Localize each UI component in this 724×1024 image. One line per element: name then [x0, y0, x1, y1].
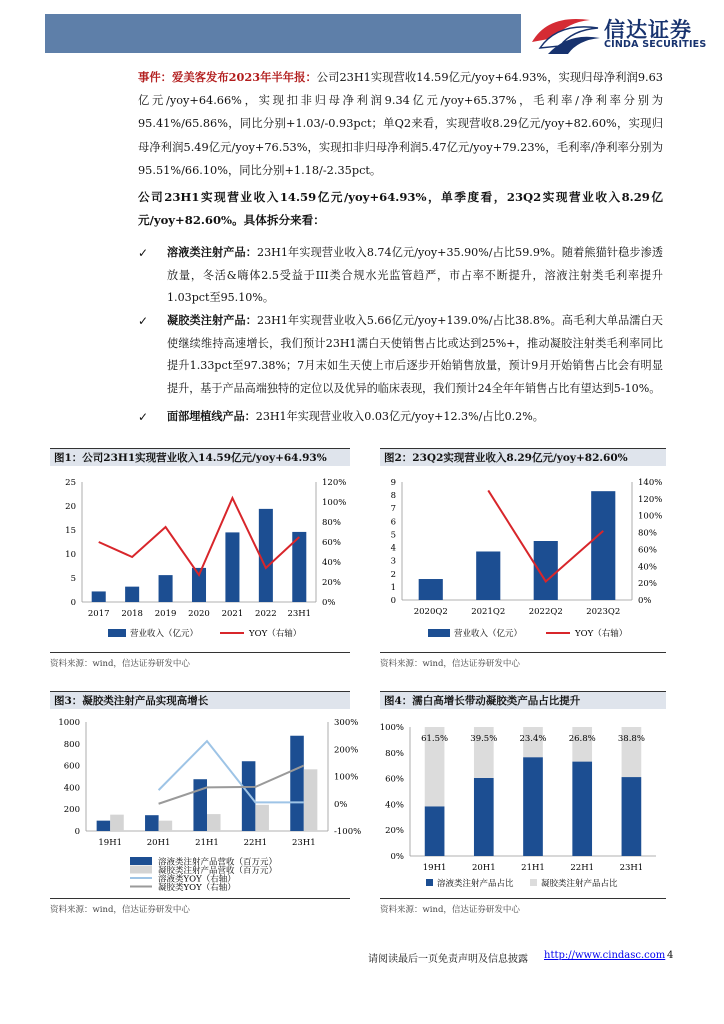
y2-tick-label: 80%	[322, 518, 341, 528]
y2-tick-label: -100%	[334, 827, 362, 837]
bar	[242, 761, 256, 831]
y-tick-label: 0	[70, 598, 76, 608]
y2-tick-label: 20%	[322, 578, 341, 588]
y2-tick-label: 140%	[638, 478, 663, 488]
x-tick-label: 2022Q2	[528, 607, 563, 617]
legend-swatch	[130, 866, 152, 874]
legend-label: 凝胶类注射产品占比	[541, 879, 618, 889]
legend-label: 溶液类注射产品占比	[437, 879, 514, 889]
y-tick-label: 5	[70, 574, 76, 584]
x-tick-label: 2017	[87, 609, 110, 619]
bullet-text: 23H1年实现营业收入8.74亿元/yoy+35.90%/占比59.9%。随着熊猫针稳步渗透放量，冬活&嗨体2.5受益于III类合规水光监管趋严，市占率不断提升，溶液注射类毛利率提升1.03pct至95.10%。	[167, 246, 663, 305]
x-tick-label: 22H1	[570, 863, 595, 873]
y-tick-label: 400	[63, 783, 80, 794]
brand-name-en: CINDA SECURITIES	[604, 39, 707, 50]
x-tick-label: 22H1	[243, 838, 268, 848]
bar	[476, 551, 500, 600]
x-tick-label: 23H1	[287, 609, 312, 619]
bar	[419, 579, 443, 600]
bar	[290, 736, 304, 831]
legend-swatch	[428, 629, 450, 637]
y-tick-label: 1	[390, 582, 396, 593]
y2-tick-label: 120%	[638, 494, 663, 505]
bar	[534, 541, 558, 600]
legend-label: 凝胶类YOY（右轴）	[158, 883, 236, 893]
x-tick-label: 19H1	[98, 838, 123, 848]
y-tick-label: 3	[390, 556, 396, 567]
event-text: 公司23H1实现营收14.59亿元/yoy+64.93%，实现归母净利润9.63亿元/yoy+64.66%，实现扣非归母净利润9.34亿元/yoy+65.37%，毛利率/净利率分别为95.41%/65.86%，同比分别+1.03/-0.93pct；单Q2来看，实现营收8.29亿元/yoy+82.60%，实现归母净利润5.49亿元/yoy+76.53%，实现扣非归母净利润5.47亿元/yoy+79.23%，毛利率/净利率分别为95.51%/66.10%，同比分别+1.18/-2.35pct。	[138, 71, 663, 177]
y2-tick-label: 80%	[638, 528, 657, 539]
footer-disclaimer: 请阅读最后一页免责声明及信息披露	[368, 954, 528, 965]
figure-1-title: 图1：公司23H1实现营业收入14.59亿元/yoy+64.93%	[50, 448, 350, 466]
y2-tick-label: 60%	[638, 545, 657, 556]
data-label: 61.5%	[421, 734, 449, 744]
y-tick-label: 9	[390, 478, 396, 488]
footer-link[interactable]: http://www.cindasc.com	[544, 950, 666, 961]
legend-swatch	[108, 629, 126, 637]
x-tick-label: 2022	[255, 609, 277, 619]
y-tick-label: 0	[74, 827, 80, 837]
x-tick-label: 19H1	[422, 863, 447, 873]
x-tick-label: 2023Q2	[586, 607, 621, 617]
figure-4-chart	[380, 711, 666, 895]
y2-tick-label: 0%	[322, 598, 336, 608]
bar	[523, 757, 543, 856]
legend-label: 凝胶类注射产品营收（百万元）	[158, 866, 278, 876]
legend-label: 营业收入（亿元）	[130, 629, 199, 639]
y-tick-label: 60%	[385, 774, 404, 785]
bullet-item	[138, 406, 663, 429]
bullet-item	[138, 242, 663, 310]
bullet-text: 23H1年实现营业收入5.66亿元/yoy+139.0%/占比38.8%。高毛利大单品濡白天使继续维持高速增长，我们预计23H1濡白天使销售占比或达到25%+，推动凝胶注射类毛利率同比提升1.33pct至97.38%；7月末如生天使上市后逐步开始销售放量，预计9月开始销售占比会有明显提升，基于产品高端独特的定位以及优异的临床表现，我们预计24全年年销售占比有望达到5-10%。	[167, 314, 663, 396]
figure-1-source: 资料来源：wind，信达证券研发中心	[50, 652, 350, 669]
bar	[207, 814, 221, 831]
y-tick-label: 80%	[385, 748, 404, 759]
x-tick-label: 23H1	[619, 863, 644, 873]
brand-name-cn: 信达证券	[604, 18, 692, 42]
check-icon: ✓	[138, 410, 149, 424]
data-label: 38.8%	[617, 734, 645, 744]
y-tick-label: 0%	[390, 852, 404, 862]
legend-label: YOY（右轴）	[249, 629, 302, 639]
figure-4-title: 图4：濡白高增长带动凝胶类产品占比提升	[380, 691, 666, 709]
y2-tick-label: 40%	[638, 562, 657, 573]
y-tick-label: 6	[390, 517, 396, 528]
figure-1-chart	[50, 468, 350, 648]
y-tick-label: 25	[65, 478, 76, 488]
event-paragraph	[138, 66, 663, 182]
legend-label: 溶液类YOY（右轴）	[158, 874, 236, 885]
series-line	[159, 741, 304, 802]
legend-label: YOY（右轴）	[575, 629, 628, 639]
y2-tick-label: 200%	[334, 745, 359, 756]
x-tick-label: 21H1	[195, 838, 219, 848]
y-tick-label: 8	[390, 491, 396, 502]
y2-tick-label: 20%	[638, 579, 657, 590]
data-label: 26.8%	[568, 734, 596, 744]
y-tick-label: 4	[390, 543, 396, 554]
x-tick-label: 2021Q2	[471, 607, 506, 617]
x-tick-label: 2020Q2	[413, 607, 448, 617]
y2-tick-label: 40%	[322, 558, 341, 568]
bar	[92, 591, 106, 602]
legend-label: 溶液类注射产品营收（百万元）	[158, 857, 278, 868]
bullet-text: 23H1年实现营业收入0.03亿元/yoy+12.3%/占比0.2%。	[255, 410, 544, 423]
figure-2-title: 图2：23Q2实现营业收入8.29亿元/yoy+82.60%	[380, 448, 666, 466]
figure-4-source: 资料来源：wind，信达证券研发中心	[380, 898, 666, 915]
bullet-item	[138, 310, 663, 401]
y-tick-label: 100%	[379, 723, 404, 733]
bar	[572, 762, 592, 856]
x-tick-label: 2020	[188, 609, 210, 619]
y-tick-label: 20%	[385, 826, 404, 837]
lead-paragraph: 公司23H1实现营业收入14.59亿元/yoy+64.93%，单季度看，23Q2实现营业收入8.29亿元/yoy+82.60%。具体拆分来看：	[138, 190, 663, 227]
bar	[97, 821, 111, 831]
header-banner	[45, 14, 521, 53]
y2-tick-label: 100%	[334, 772, 359, 783]
bullet-label: 凝胶类注射产品：	[167, 314, 258, 327]
check-icon: ✓	[138, 246, 149, 260]
bar	[425, 806, 445, 856]
legend-label: 营业收入（亿元）	[454, 629, 523, 639]
y2-tick-label: 100%	[322, 498, 347, 508]
y2-tick-label: 120%	[322, 478, 347, 488]
legend-swatch	[426, 879, 433, 886]
x-tick-label: 2019	[154, 609, 177, 619]
y-tick-label: 0	[390, 596, 396, 606]
x-tick-label: 2018	[121, 609, 143, 619]
y2-tick-label: 60%	[322, 538, 341, 548]
bullet-label: 面部埋植线产品：	[167, 410, 256, 423]
x-tick-label: 23H1	[291, 838, 316, 848]
x-tick-label: 20H1	[146, 838, 171, 848]
x-tick-label: 2021	[221, 609, 244, 619]
bar	[304, 769, 318, 831]
bar	[159, 575, 173, 602]
figure-2-chart	[380, 468, 666, 648]
y-tick-label: 800	[63, 739, 80, 750]
bar	[572, 727, 592, 762]
y2-tick-label: 0%	[334, 799, 348, 810]
data-label: 23.4%	[519, 734, 547, 744]
legend-swatch	[130, 857, 152, 865]
check-icon: ✓	[138, 314, 149, 328]
y-tick-label: 2	[390, 569, 396, 580]
legend-swatch	[530, 879, 537, 886]
figure-3-source: 资料来源：wind，信达证券研发中心	[50, 898, 350, 915]
y2-tick-label: 100%	[638, 511, 663, 522]
bar	[193, 779, 207, 831]
y-tick-label: 600	[63, 761, 80, 772]
y2-tick-label: 0%	[638, 596, 652, 606]
figure-3-title: 图3：凝胶类注射产品实现高增长	[50, 691, 350, 709]
y2-tick-label: 300%	[334, 718, 359, 728]
bar	[474, 778, 494, 856]
figure-2-source: 资料来源：wind，信达证券研发中心	[380, 652, 666, 669]
y-tick-label: 20	[65, 502, 76, 512]
y-tick-label: 1000	[58, 718, 80, 728]
bar	[159, 821, 173, 831]
y-tick-label: 10	[65, 550, 76, 560]
bar	[255, 805, 269, 831]
bullet-label: 溶液类注射产品：	[167, 246, 258, 259]
y-tick-label: 15	[65, 526, 76, 536]
event-label: 事件：爱美客发布2023年半年报：	[138, 70, 317, 84]
page-number: 4	[667, 950, 674, 961]
figure-3-chart	[50, 711, 362, 895]
y-tick-label: 5	[390, 530, 396, 541]
bar	[110, 815, 124, 831]
bar	[622, 777, 642, 856]
bar	[225, 532, 239, 602]
y-tick-label: 40%	[385, 800, 404, 811]
y-tick-label: 7	[390, 504, 396, 515]
bar	[591, 491, 615, 600]
bar	[125, 587, 139, 602]
y-tick-label: 200	[63, 805, 80, 816]
data-label: 39.5%	[470, 734, 498, 744]
x-tick-label: 21H1	[521, 863, 545, 873]
x-tick-label: 20H1	[471, 863, 496, 873]
bar	[145, 815, 159, 831]
